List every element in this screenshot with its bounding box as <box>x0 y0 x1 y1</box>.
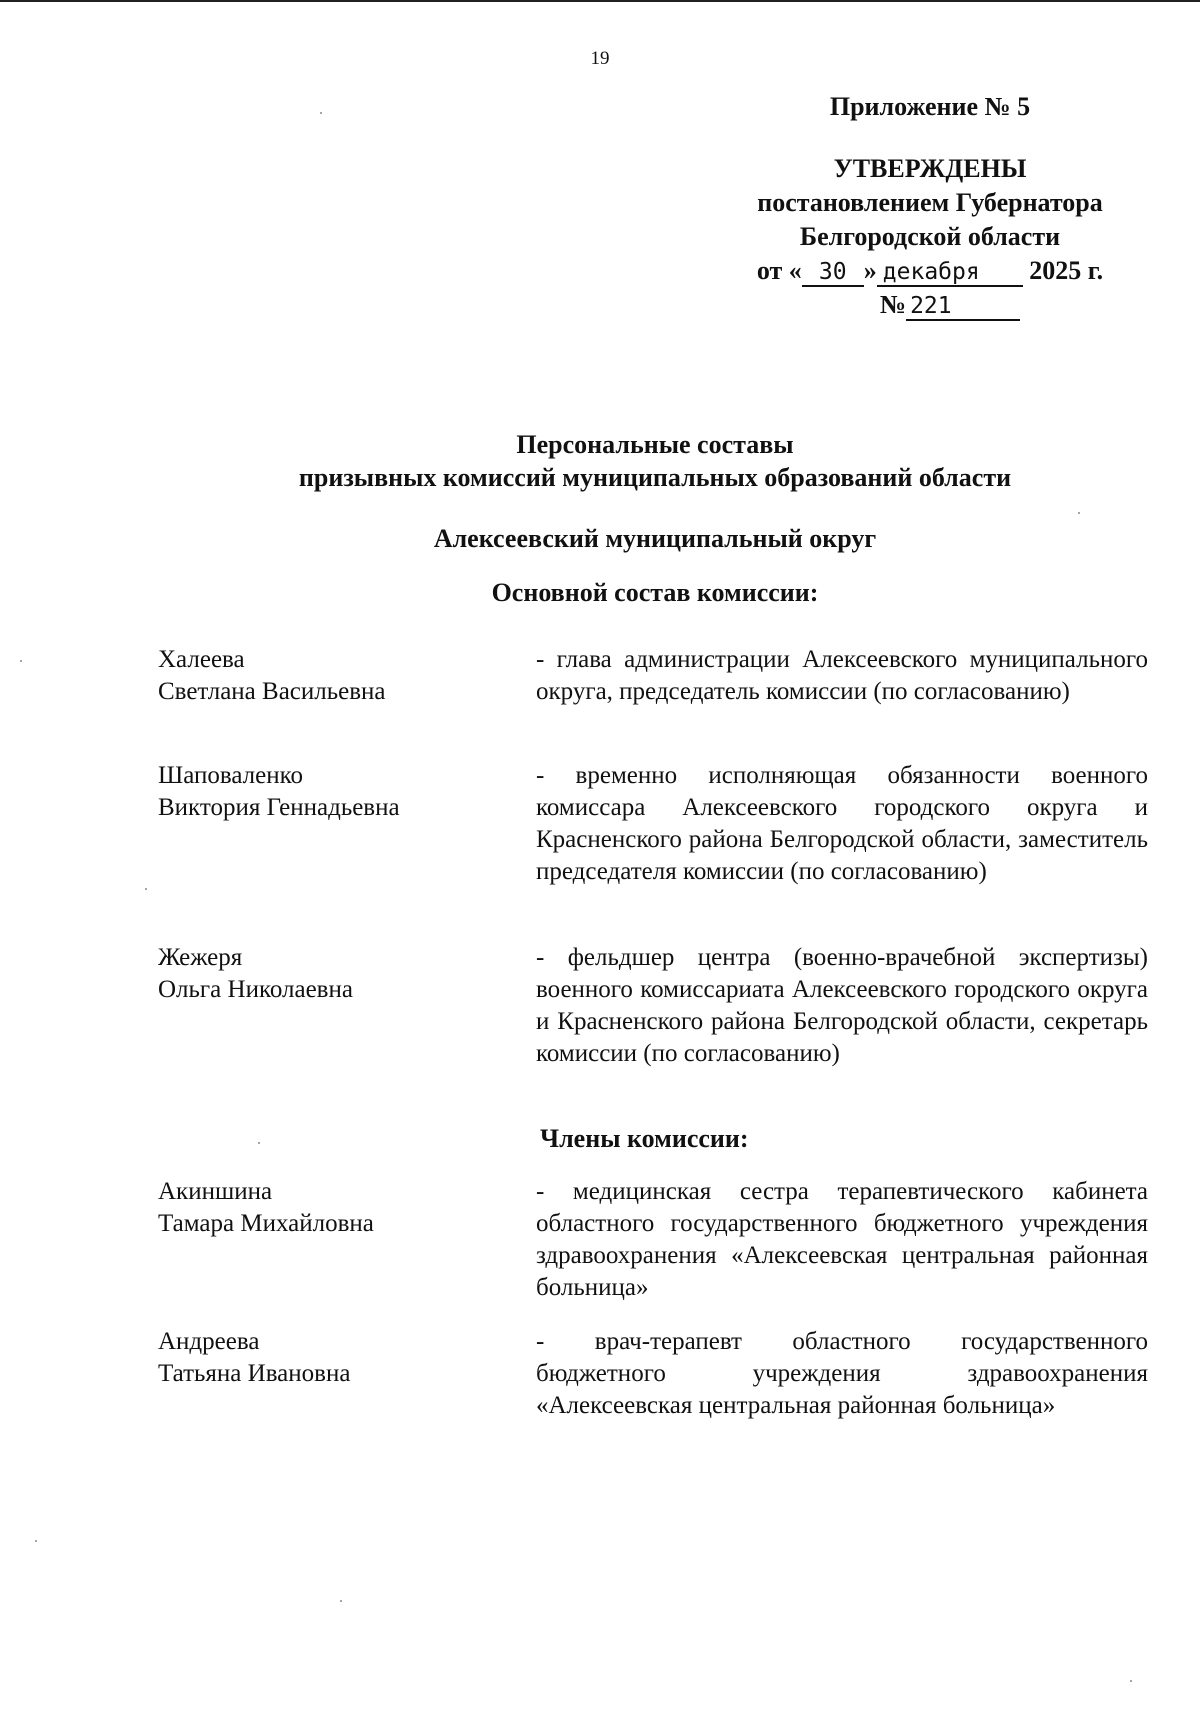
member-name <box>158 942 498 1006</box>
document-title-line-2: призывных комиссий муниципальных образований области <box>298 463 1012 492</box>
appendix-title: Приложение № 5 <box>829 92 1031 121</box>
member-surname: Шаповаленко <box>158 762 303 789</box>
district-heading: Алексеевский муниципальный округ <box>433 524 877 553</box>
members-heading: Члены комиссии: <box>540 1124 749 1153</box>
member-surname: Жежеря <box>158 944 243 971</box>
handwritten-number: 221 <box>906 293 1020 321</box>
member-name <box>158 1176 498 1240</box>
scan-speck <box>1130 1680 1132 1682</box>
number-prefix: № <box>879 290 907 319</box>
member-name <box>158 644 498 708</box>
approved-by-line-1: постановлением Губернатора <box>757 188 1103 217</box>
member-given-names: Виктория Геннадьевна <box>158 794 400 821</box>
member-role: - глава администрации Алексеевского муниципального округа, председатель комиссии (по согласованию) <box>536 646 1148 705</box>
scan-speck <box>145 888 147 890</box>
member-surname: Андреева <box>158 1328 260 1355</box>
scan-top-edge <box>0 0 1200 2</box>
date-year: 2025 г. <box>1029 256 1104 285</box>
member-name <box>158 1326 498 1390</box>
approval-number-line <box>690 288 1170 322</box>
member-given-names: Татьяна Ивановна <box>158 1360 351 1387</box>
appendix-approval-block <box>690 90 1170 322</box>
member-role: - медицинская сестра терапевтического кабинета областного государственного бюджетного учреждения здравоохранения «Алексеевская центральная районная больница» <box>536 1178 1148 1301</box>
member-given-names: Светлана Васильевна <box>158 678 386 705</box>
date-quote-close: » <box>863 256 877 285</box>
scan-speck <box>1078 512 1080 514</box>
document-title <box>0 428 1200 494</box>
member-role: - временно исполняющая обязанности военного комиссара Алексеевского городского округа и Красненского района Белгородской области, заместитель председателя комиссии (по согласованию) <box>536 762 1148 885</box>
member-given-names: Тамара Михайловна <box>158 1210 374 1237</box>
page-number: 19 <box>590 48 610 69</box>
scan-speck <box>340 1600 342 1602</box>
document-title-line-1: Персональные составы <box>516 430 794 459</box>
member-surname: Халеева <box>158 646 245 673</box>
member-surname: Акиншина <box>158 1178 273 1205</box>
scan-speck <box>35 1540 37 1542</box>
scan-speck <box>320 112 322 114</box>
member-given-names: Ольга Николаевна <box>158 976 353 1003</box>
member-role: - фельдшер центра (военно-врачебной экспертизы) военного комиссариата Алексеевского городского округа и Красненского района Белгородской области, секретарь комиссии (по согласованию) <box>536 944 1148 1067</box>
date-prefix: от « <box>756 256 802 285</box>
scan-speck <box>258 1142 260 1144</box>
handwritten-day: 30 <box>802 259 864 287</box>
scan-speck <box>20 660 22 662</box>
handwritten-month: декабря <box>877 259 1023 287</box>
member-name <box>158 760 498 824</box>
main-composition-heading: Основной состав комиссии: <box>491 578 819 607</box>
approved-by-line-2: Белгородской области <box>799 222 1061 251</box>
member-role: - врач-терапевт областного государственного бюджетного учреждения здравоохранения «Алексеевская центральная районная больница» <box>536 1328 1148 1419</box>
approved-label: УТВЕРЖДЕНЫ <box>833 154 1027 183</box>
approval-date-line <box>690 254 1170 288</box>
